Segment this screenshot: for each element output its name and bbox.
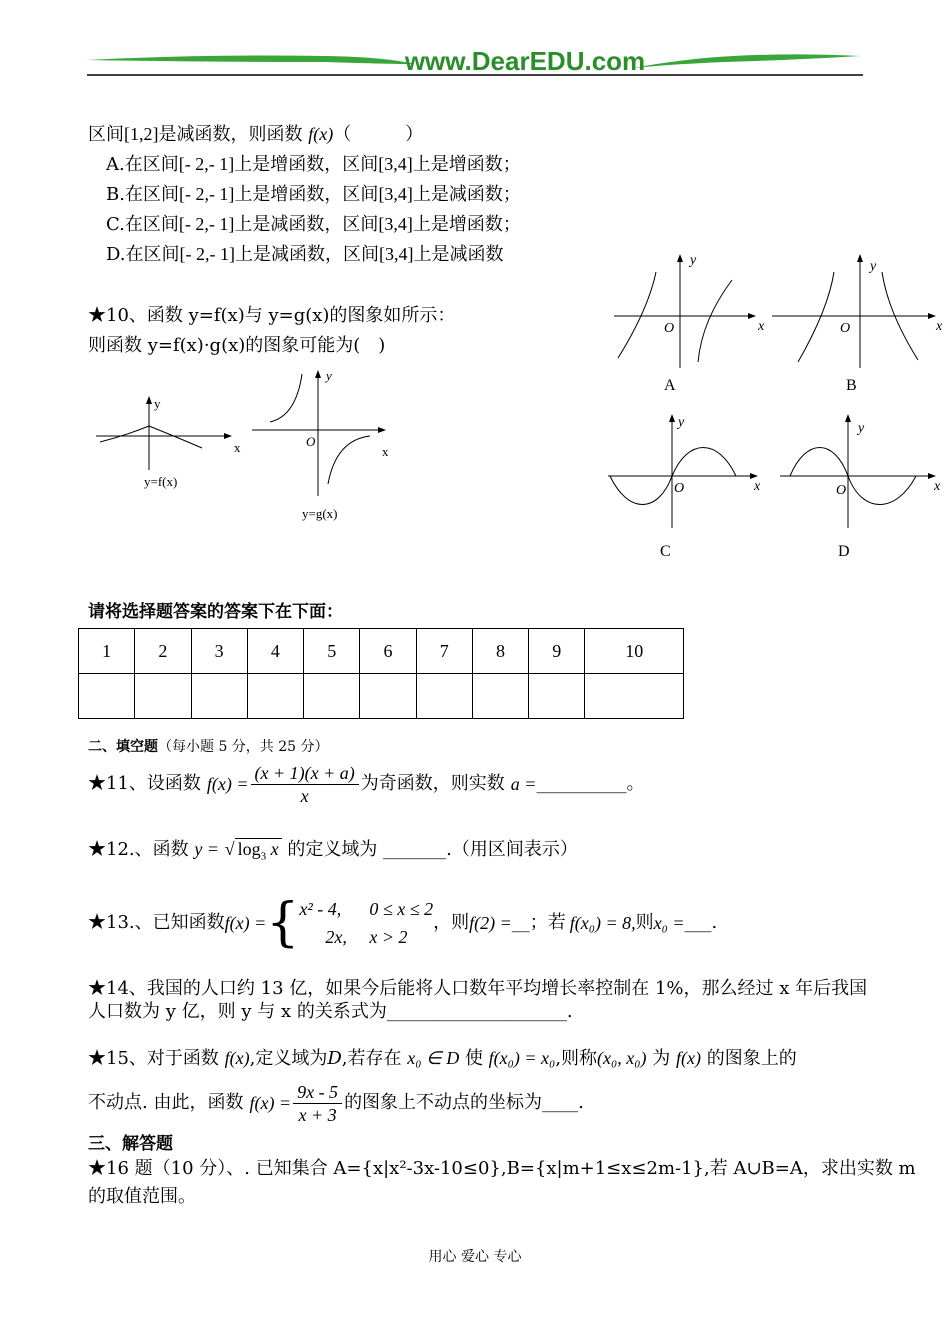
- q12: ★12.、函数 y = √ $\log_3 x$ 的定义域为 _______.（用区间表示）: [88, 839, 578, 863]
- answer-cell-2[interactable]: [135, 674, 191, 719]
- graph-c-label: C: [660, 543, 671, 560]
- answer-cell-6[interactable]: [360, 674, 416, 719]
- q9-stem: 区间[1,2]是减函数，则函数 f(x)（ ）: [88, 124, 424, 145]
- graph-a-label: A: [664, 377, 676, 394]
- q16-line1: ★16 题（10 分）、. 已知集合 A={x|x²-3x-10≤0},B={x|m+1≤x≤2m-1},若 A∪B=A，求出实数 m: [88, 1158, 916, 1179]
- svg-text:y: y: [870, 259, 877, 274]
- graph-a-curve-right: [698, 280, 732, 362]
- answer-col-2: 2: [135, 629, 191, 674]
- graph-d-label: D: [838, 543, 850, 560]
- svg-text:O: O: [836, 483, 847, 498]
- footer: 用心 爱心 专心: [428, 1249, 522, 1265]
- site-title: www.DearEDU.com: [404, 46, 646, 76]
- q9-option-d: D.在区间[- 2,- 1]上是减函数，区间[3,4]上是减函数: [106, 244, 504, 265]
- answer-col-10: 10: [585, 629, 684, 674]
- graph-g-y-label: y: [326, 368, 332, 383]
- choice-graphs-cd: [606, 410, 948, 562]
- graph-f-caption: y=f(x): [144, 474, 178, 489]
- choice-graphs-ab: [608, 250, 948, 398]
- graph-f: [92, 390, 252, 500]
- header-left-swoosh: [87, 56, 415, 65]
- q9-option-b: B.在区间[- 2,- 1]上是增函数，区间[3,4]上是减函数；: [106, 184, 521, 205]
- svg-text:x: x: [758, 319, 765, 334]
- answer-cell-9[interactable]: [529, 674, 585, 719]
- answer-cell-8[interactable]: [472, 674, 528, 719]
- q15-line1: ★15、对于函数 f(x),定义域为D,若存在 x₀ ∈ D 使 f(x₀) = x₀,则称(x₀, x₀) 为 f(x) 的图象上的: [88, 1048, 797, 1069]
- section2-heading: [88, 738, 329, 756]
- graph-g-x-label: x: [382, 444, 389, 459]
- answer-col-7: 7: [416, 629, 472, 674]
- svg-text:x: x: [934, 479, 941, 494]
- q12-blank[interactable]: _______: [383, 839, 447, 860]
- q9-option-a: A.在区间[- 2,- 1]上是增函数，区间[3,4]上是增函数；: [106, 154, 521, 175]
- answer-col-3: 3: [191, 629, 247, 674]
- header-right-swoosh: [633, 54, 860, 68]
- q10-line1: ★10、函数 y=f(x)与 y=g(x)的图象如所示：: [88, 305, 456, 326]
- graph-f-curve: [100, 426, 202, 448]
- answer-cell-7[interactable]: [416, 674, 472, 719]
- graph-g-origin: O: [306, 434, 316, 449]
- graph-g-curve-left: [270, 374, 302, 422]
- graph-b-curve-left: [798, 272, 834, 362]
- graph-g-caption: y=g(x): [302, 506, 338, 521]
- svg-text:x: x: [936, 319, 943, 334]
- q15-line2: 不动点. 由此，函数 f(x) = $\frac{9x - 5}{x + 3}$ 的图象上不动点的坐标为 ____ .: [88, 1081, 584, 1125]
- q14-blank[interactable]: ____________________: [386, 1001, 567, 1022]
- q16-line2: 的取值范围。: [88, 1186, 196, 1207]
- svg-text:O: O: [664, 321, 675, 336]
- header-banner: [85, 46, 865, 80]
- section2-note: （每小题 5 分，共 25 分）: [158, 739, 329, 755]
- graph-g-curve-right: [328, 436, 370, 484]
- q15-blank[interactable]: ____: [542, 1092, 579, 1113]
- answer-header-row: [79, 629, 684, 674]
- answer-cell-4[interactable]: [247, 674, 303, 719]
- answer-col-9: 9: [529, 629, 585, 674]
- answer-cell-10[interactable]: [585, 674, 684, 719]
- q10-line2: 则函数 y=f(x)·g(x)的图象可能为( ): [88, 335, 386, 356]
- answer-col-4: 4: [247, 629, 303, 674]
- answer-cell-3[interactable]: [191, 674, 247, 719]
- q9-option-c: C.在区间[- 2,- 1]上是减函数，区间[3,4]上是增函数；: [106, 214, 521, 235]
- graph-f-y-label: y: [154, 396, 161, 411]
- q13-blank2[interactable]: ___: [684, 912, 712, 933]
- answer-cell-5[interactable]: [304, 674, 360, 719]
- section2-title: 二、填空题: [88, 739, 158, 755]
- q13-blank1[interactable]: __: [511, 912, 530, 933]
- answer-col-5: 5: [304, 629, 360, 674]
- answer-col-8: 8: [472, 629, 528, 674]
- svg-text:x: x: [754, 479, 761, 494]
- section3-title: 三、解答题: [88, 1134, 173, 1154]
- svg-text:O: O: [840, 321, 851, 336]
- answer-section-title: 请将选择题答案的答案下在下面：: [88, 602, 343, 622]
- answer-table: [78, 628, 684, 719]
- q13: ★13.、已知函数 f(x) = { x² - 4, 0 ≤ x ≤ 2 2x, x > 2 ，则 f(2) = __ ；若 f(x₀) = 8, 则 x₀ = ___ .: [88, 893, 718, 953]
- answer-cell-1[interactable]: [79, 674, 135, 719]
- svg-text:y: y: [678, 415, 685, 430]
- graph-a-curve-left: [618, 272, 656, 358]
- graph-g: [252, 368, 402, 528]
- svg-text:y: y: [858, 421, 865, 436]
- graph-b-label: B: [846, 377, 857, 394]
- q11: ★11、设函数 f(x) = $\frac{(x + 1)(x + a)}{x}$ 为奇函数，则实数 a = __________ 。: [88, 762, 645, 806]
- answer-input-row: [79, 674, 684, 719]
- answer-col-6: 6: [360, 629, 416, 674]
- svg-text:O: O: [674, 481, 685, 496]
- q11-blank[interactable]: __________: [536, 773, 627, 794]
- answer-col-1: 1: [79, 629, 135, 674]
- q14-line2: 人口数为 y 亿，则 y 与 x 的关系式为____________________.: [88, 1001, 573, 1022]
- q14-line1: ★14、我国的人口约 13 亿，如果今后能将人口数年平均增长率控制在 1%，那么经过 x 年后我国: [88, 978, 868, 999]
- graph-f-x-label: x: [234, 440, 241, 455]
- svg-text:y: y: [690, 253, 697, 268]
